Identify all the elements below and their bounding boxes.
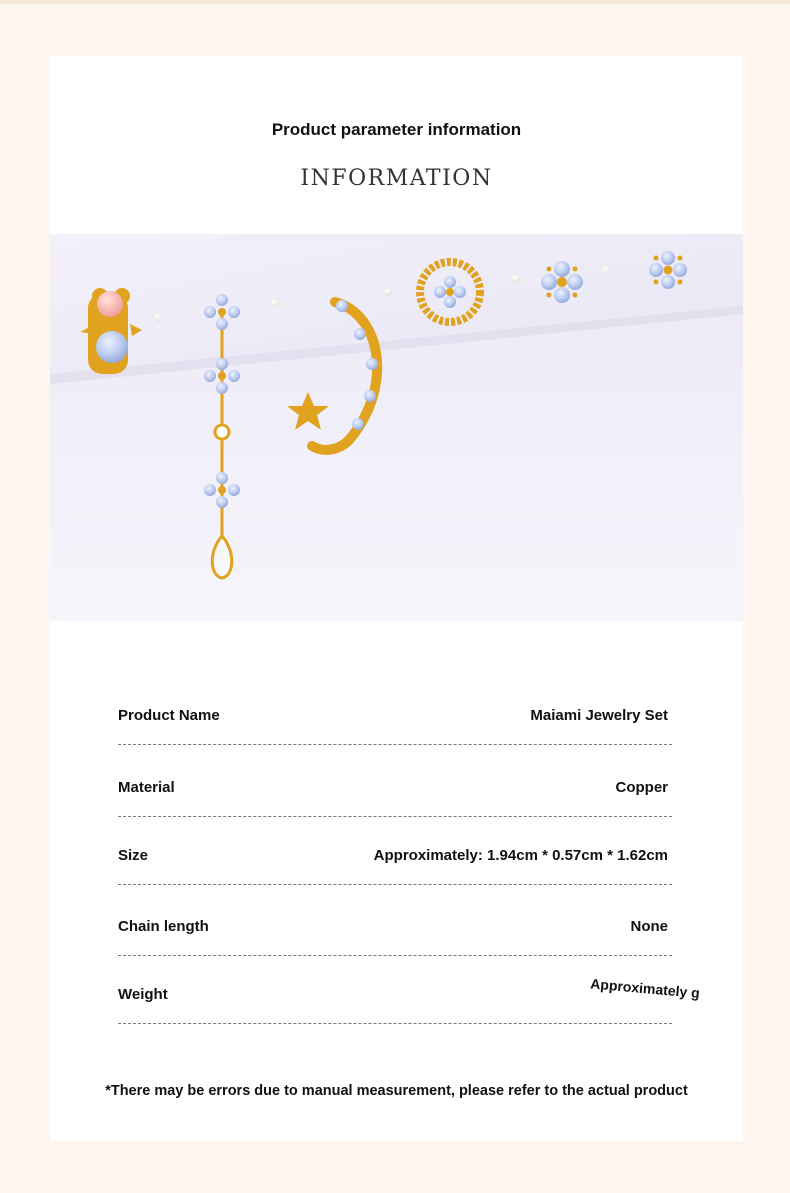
info-card — [50, 56, 743, 1141]
param-value: None — [630, 918, 668, 935]
param-row-weight — [118, 975, 701, 1024]
param-value: Approximately g — [590, 975, 701, 1001]
flower-stud-small-icon — [649, 251, 687, 289]
measurement-disclaimer: *There may be errors due to manual measurement, please refer to the actual product — [105, 1083, 688, 1099]
param-label: Chain length — [118, 918, 209, 935]
page-title: Product parameter information — [271, 120, 522, 139]
param-value: Copper — [615, 779, 668, 796]
param-label: Weight — [118, 986, 168, 1003]
flower-stud-icon — [541, 261, 583, 303]
param-row-chain-length — [118, 915, 672, 956]
param-value: Approximately: 1.94cm * 0.57cm * 1.62cm — [373, 847, 668, 864]
param-row-material — [118, 776, 672, 817]
param-row-size — [118, 844, 672, 885]
param-label: Size — [118, 847, 149, 864]
product-photo — [50, 234, 743, 621]
param-label: Material — [118, 779, 175, 796]
page-subtitle: INFORMATION — [300, 166, 493, 191]
top-accent-bar — [0, 0, 790, 4]
param-row-product-name — [118, 704, 672, 745]
param-value: Maiami Jewelry Set — [530, 707, 668, 724]
param-label: Product Name — [118, 707, 220, 724]
